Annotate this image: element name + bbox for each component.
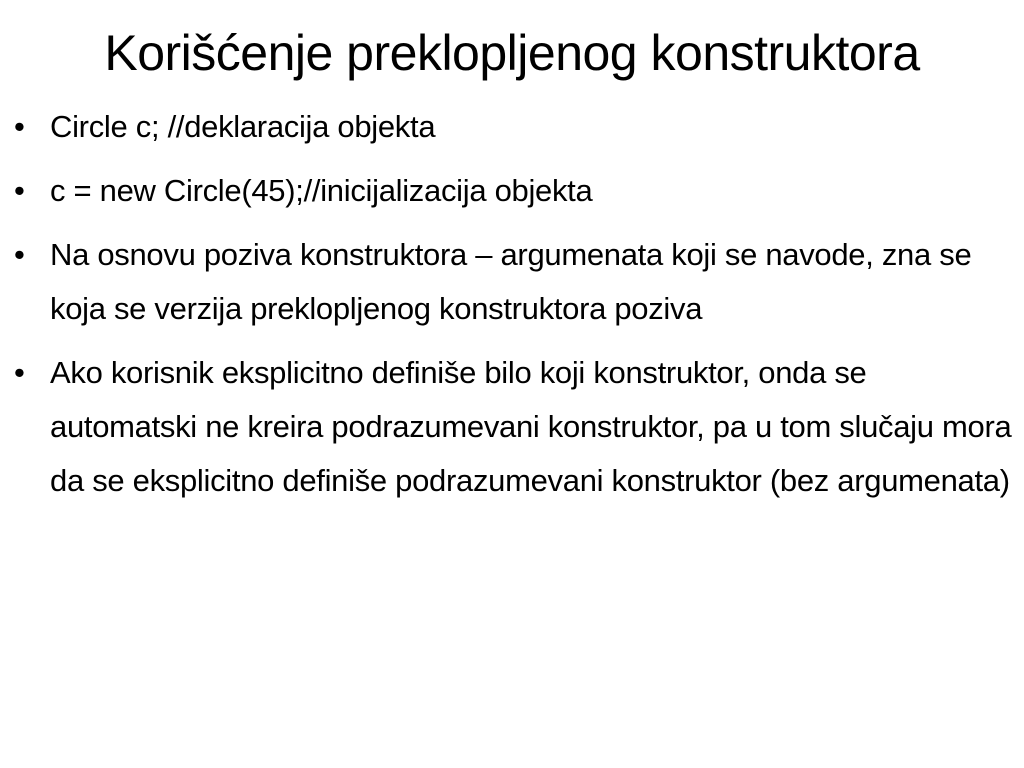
bullet-text: c = new Circle(45);//inicijalizacija objekta: [50, 173, 593, 208]
bullet-list: [14, 100, 1014, 518]
bullet-icon: •: [14, 109, 25, 144]
bullet-text: Circle c; //deklaracija objekta: [50, 109, 436, 144]
bullet-text: Ako korisnik eksplicitno definiše bilo koji konstruktor, onda se automatski ne kreira podrazumevani konstruktor, pa u tom slučaju mora da se eksplicitno definiše podrazumevani konstruktor (bez argumenata): [50, 355, 1012, 498]
slide-title: Korišćenje preklopljenog konstruktora: [104, 25, 920, 81]
bullet-item-4: [14, 346, 1014, 508]
bullet-item-3: [14, 228, 1014, 336]
bullet-icon: •: [14, 237, 25, 272]
bullet-text: Na osnovu poziva konstruktora – argumenata koji se navode, zna se koja se verzija preklopljenog konstruktora poziva: [50, 237, 972, 326]
bullet-icon: •: [14, 173, 25, 208]
bullet-icon: •: [14, 355, 25, 390]
bullet-item-2: [14, 164, 1014, 218]
bullet-item-1: [14, 100, 1014, 154]
